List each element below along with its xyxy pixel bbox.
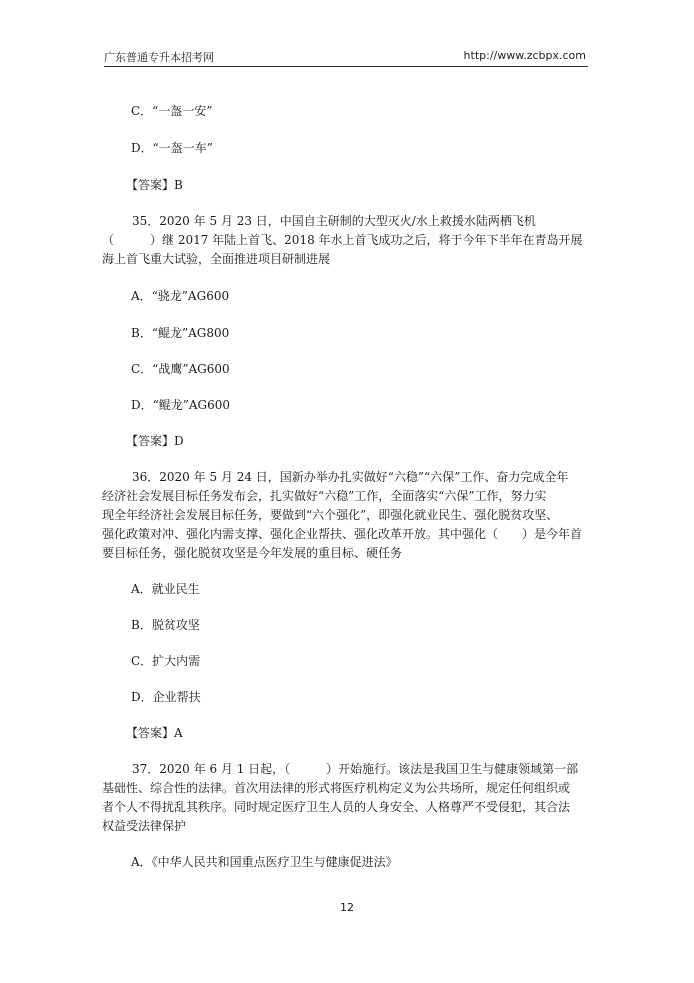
q36-answer: 【答案】A bbox=[126, 726, 183, 740]
q37-stem-line-2: 基础性、综合性的法律。首次用法律的形式将医疗机构定义为公共场所，规定任何组织或 bbox=[102, 781, 571, 795]
header-divider bbox=[104, 66, 588, 67]
q35-option-d: D．“鲲龙”AG600 bbox=[131, 398, 231, 412]
q35-option-b: B．“鲲龙”AG800 bbox=[131, 326, 230, 340]
q36-option-b: B．脱贫攻坚 bbox=[131, 618, 200, 632]
q35-stem-line-3: 海上首飞重大试验，全面推进项目研制进展 bbox=[102, 252, 331, 266]
q35-option-a: A．“骁龙”AG600 bbox=[131, 289, 230, 303]
q36-stem-line-5: 要目标任务，强化脱贫攻坚是今年发展的重目标、硬任务 bbox=[102, 546, 403, 560]
q37-stem-line-1: 37．2020 年 6 月 1 日起，（ ）开始施行。该法是我国卫生与健康领域第一部 bbox=[132, 762, 579, 776]
page-number: 12 bbox=[340, 901, 354, 914]
q36-option-a: A．就业民生 bbox=[131, 582, 200, 596]
q35-stem-line-2: （ ）继 2017 年陆上首飞、2018 年水上首飞成功之后，将于今年下半年在青岛开展 bbox=[102, 233, 583, 247]
header-site-name: 广东普通专升本招考网 bbox=[104, 51, 214, 64]
header-url[interactable]: http://www.zcbpx.com bbox=[463, 49, 586, 62]
q34-answer: 【答案】B bbox=[126, 178, 183, 192]
q35-option-c: C．“战鹰”AG600 bbox=[131, 362, 230, 376]
q37-stem-line-3: 者个人不得扰乱其秩序。同时规定医疗卫生人员的人身安全、人格尊严不受侵犯，其合法 bbox=[102, 800, 571, 814]
q37-option-a: A．《中华人民共和国重点医疗卫生与健康促进法》 bbox=[131, 855, 398, 869]
q36-option-c: C．扩大内需 bbox=[131, 654, 201, 668]
q35-stem-line-1: 35．2020 年 5 月 23 日，中国自主研制的大型灭火/水上救援水陆两栖飞机 bbox=[132, 214, 536, 228]
q36-stem-line-1: 36．2020 年 5 月 24 日，国新办举办扎实做好“六稳”“六保”工作、奋力完成全年 bbox=[132, 470, 569, 484]
q36-stem-line-4: 强化政策对冲、强化内需支撑、强化企业帮扶、强化改革开放。其中强化（ ）是今年首 bbox=[102, 527, 583, 541]
q37-stem-line-4: 权益受法律保护 bbox=[102, 819, 187, 833]
q36-stem-line-3: 现全年经济社会发展目标任务，要做到“六个强化”，即强化就业民生、强化脱贫攻坚、 bbox=[102, 508, 559, 522]
q34-option-d: D．“一盔一车” bbox=[131, 141, 213, 155]
q34-option-c: C．“一盔一安” bbox=[131, 104, 213, 118]
q36-stem-line-2: 经济社会发展目标任务发布会，扎实做好“六稳”工作，全面落实“六保”工作，努力实 bbox=[102, 489, 547, 503]
q35-answer: 【答案】D bbox=[126, 434, 184, 448]
q36-option-d: D．企业帮扶 bbox=[131, 690, 201, 704]
